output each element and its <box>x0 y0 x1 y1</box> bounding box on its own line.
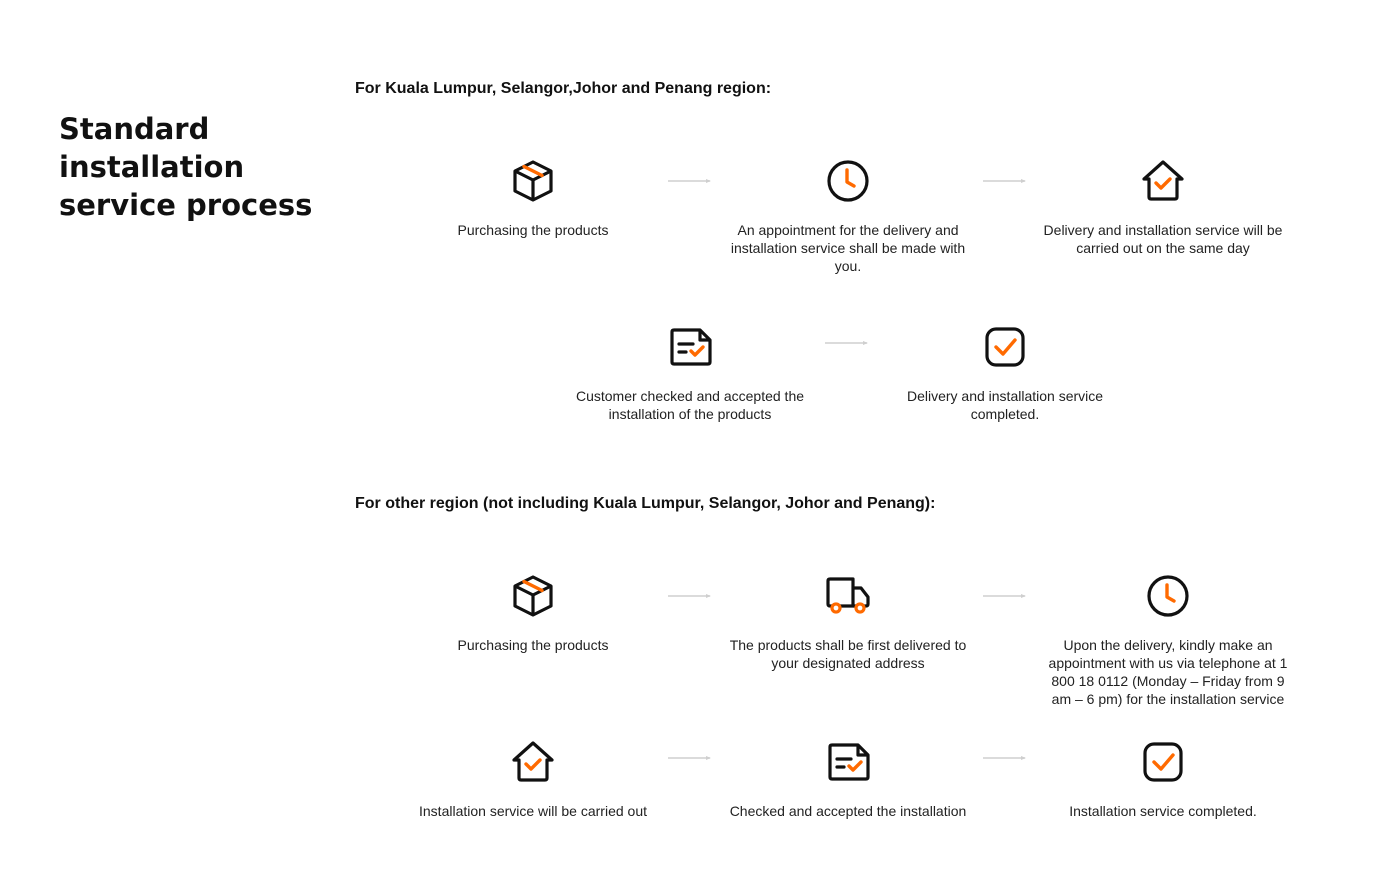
checkbox-icon <box>1139 738 1187 786</box>
step-customer-accepted <box>565 323 815 423</box>
step-service-completed <box>880 323 1130 423</box>
step-appointment <box>723 157 973 275</box>
section-heading-main-regions: For Kuala Lumpur, Selangor,Johor and Penang region: <box>355 80 772 97</box>
step-checked-accepted <box>723 738 973 820</box>
clock-icon <box>824 157 872 205</box>
step-label: An appointment for the delivery and installation service shall be made with you. <box>730 222 966 274</box>
step-purchasing-products <box>408 157 658 239</box>
step-label: Installation service completed. <box>1069 803 1257 819</box>
house-check-icon <box>1139 157 1187 205</box>
document-check-icon <box>824 738 872 786</box>
page-title: Standard installation service process <box>59 112 313 222</box>
box-icon <box>509 572 557 620</box>
checkbox-icon <box>981 323 1029 371</box>
box-icon <box>509 157 557 205</box>
step-label: Delivery and installation service completed. <box>906 388 1104 422</box>
step-installation-completed <box>1038 738 1288 820</box>
step-label: Upon the delivery, kindly make an appointment with us via telephone at 1 800 18 0112 (Monday – Friday from 9 am – 6 pm) for the installation service <box>1048 637 1288 707</box>
step-label: Delivery and installation service will be carried out on the same day <box>1043 222 1283 256</box>
step-first-delivered <box>723 572 973 672</box>
arrow-connector <box>668 755 712 761</box>
truck-icon <box>824 572 872 620</box>
step-purchasing-products <box>408 572 658 654</box>
arrow-connector <box>825 340 869 346</box>
section-heading-other-regions: For other region (not including Kuala Lumpur, Selangor, Johor and Penang): <box>355 495 936 512</box>
step-label: Purchasing the products <box>457 222 609 238</box>
step-label: The products shall be first delivered to your designated address <box>729 637 967 671</box>
arrow-connector <box>983 755 1027 761</box>
house-check-icon <box>509 738 557 786</box>
arrow-connector <box>983 593 1027 599</box>
arrow-connector <box>983 178 1027 184</box>
step-label: Checked and accepted the installation <box>729 803 967 819</box>
step-same-day-installation <box>1038 157 1288 257</box>
step-label: Customer checked and accepted the installation of the products <box>575 388 805 422</box>
step-make-appointment <box>1043 572 1293 708</box>
arrow-connector <box>668 178 712 184</box>
step-installation-carried-out <box>408 738 658 820</box>
step-label: Purchasing the products <box>457 637 609 653</box>
step-label: Installation service will be carried out <box>419 803 647 819</box>
arrow-connector <box>668 593 712 599</box>
document-check-icon <box>666 323 714 371</box>
clock-icon <box>1144 572 1192 620</box>
